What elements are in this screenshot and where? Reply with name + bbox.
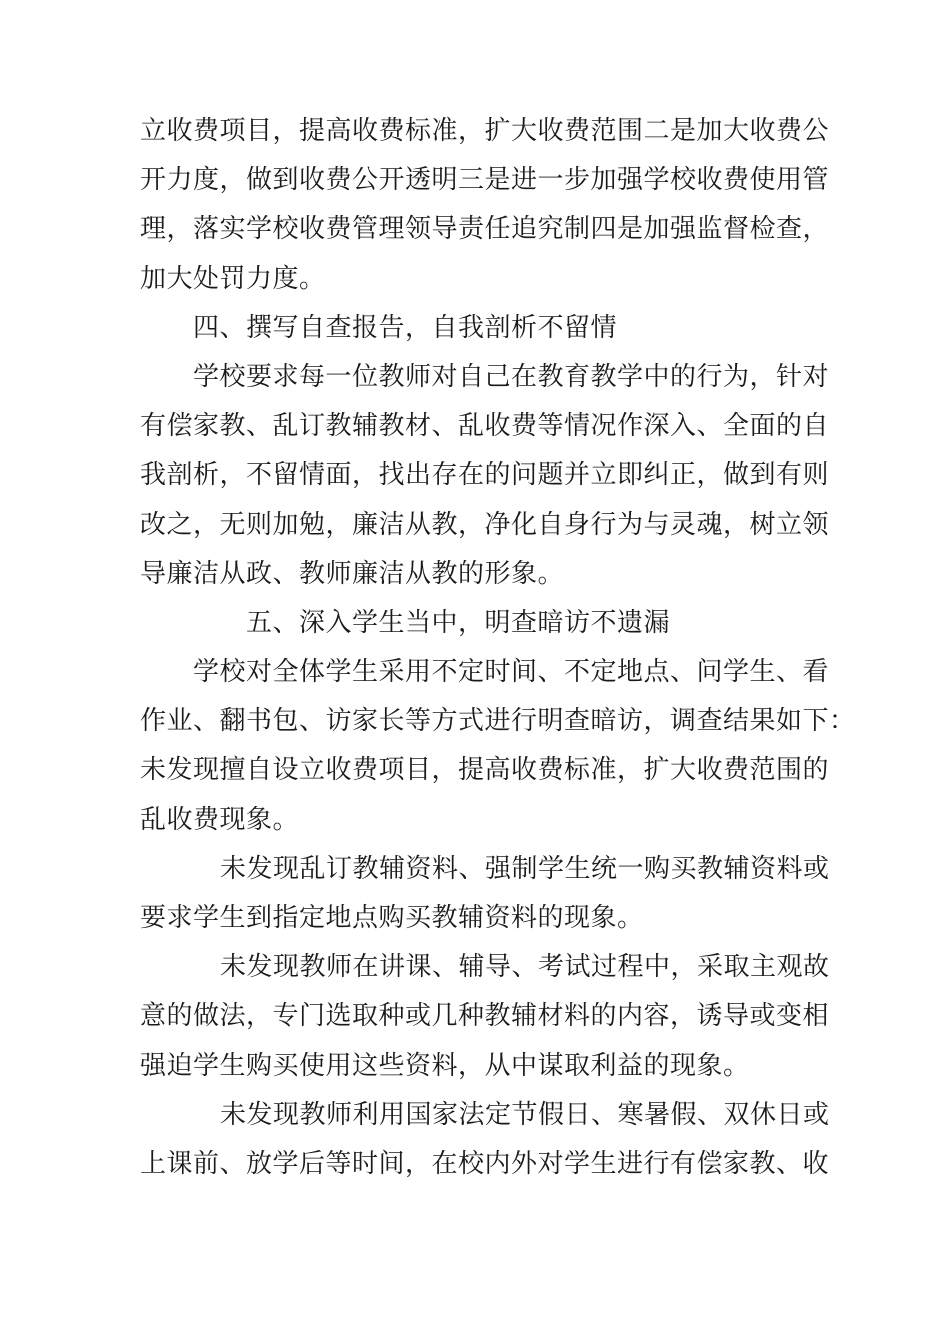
text-line: 乱收费现象。 (140, 804, 300, 835)
text-line: 导廉洁从政、教师廉洁从教的形象。 (140, 558, 565, 589)
text-line: 未发现乱订教辅资料、强制学生统一购买教辅资料或 (220, 853, 830, 884)
document-page (140, 107, 856, 1189)
text-line: 强迫学生购买使用这些资料，从中谋取利益的现象。 (140, 1050, 750, 1081)
text-line: 意的做法，专门选取种或几种教辅材料的内容，诱导或变相 (140, 1001, 830, 1032)
text-line: 改之，无则加勉，廉洁从教，净化自身行为与灵魂，树立领 (140, 509, 830, 540)
text-line: 理，落实学校收费管理领导责任追究制四是加强监督检查， (140, 214, 830, 245)
text-line: 学校对全体学生采用不定时间、不定地点、问学生、看 (193, 657, 830, 688)
text-line: 要求学生到指定地点购买教辅资料的现象。 (140, 903, 644, 933)
section-heading: 四、撰写自查报告，自我剖析不留情 (193, 312, 618, 343)
text-line: 有偿家教、乱订教辅教材、乱收费等情况作深入、全面的自 (140, 411, 830, 442)
text-line: 未发现教师利用国家法定节假日、寒暑假、双休日或 (220, 1099, 830, 1130)
section-heading: 五、深入学生当中，明查暗访不遗漏 (246, 607, 671, 638)
text-line: 未发现教师在讲课、辅导、考试过程中，采取主观故 (220, 952, 830, 983)
text-line: 学校要求每一位教师对自己在教育教学中的行为，针对 (193, 361, 830, 392)
text-line: 作业、翻书包、访家长等方式进行明查暗访，调查结果如下： (140, 706, 856, 737)
text-line: 未发现擅自设立收费项目，提高收费标准，扩大收费范围的 (140, 755, 830, 786)
text-line: 加大处罚力度。 (140, 263, 326, 294)
text-line: 立收费项目，提高收费标准，扩大收费范围二是加大收费公 (140, 116, 830, 146)
text-line: 上课前、放学后等时间，在校内外对学生进行有偿家教、收 (140, 1148, 830, 1179)
text-line: 开力度，做到收费公开透明三是进一步加强学校收费使用管 (140, 165, 830, 196)
text-line: 我剖析，不留情面，找出存在的问题并立即纠正，做到有则 (140, 460, 830, 491)
